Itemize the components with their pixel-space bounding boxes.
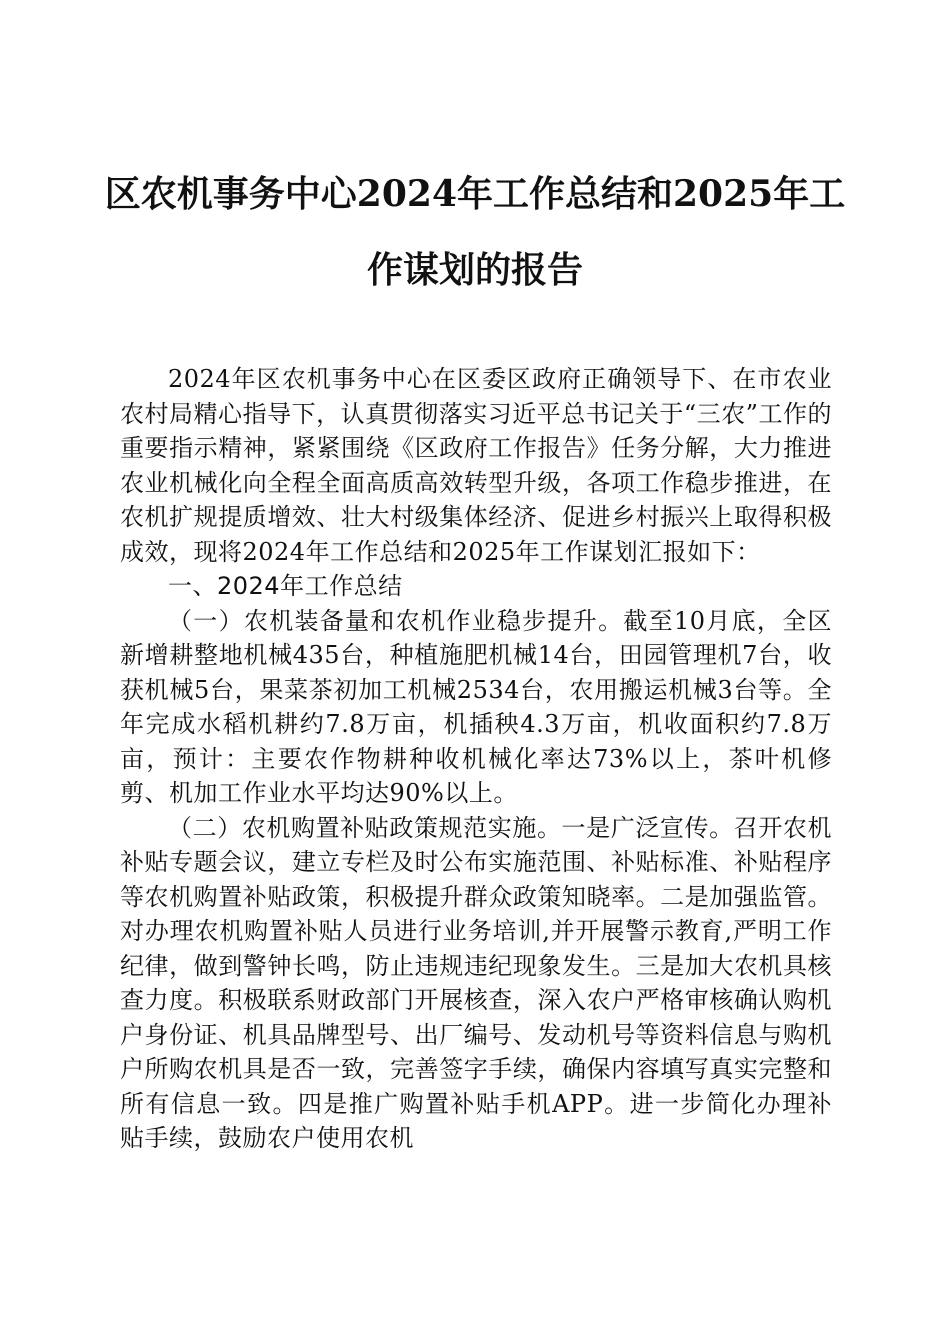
item-paragraph-1 xyxy=(120,604,832,811)
item-paragraph-2 xyxy=(120,811,832,1156)
document-title-line-1: 区农机事务中心2024年工作总结和2025年工 xyxy=(104,173,846,215)
item-2-text: 一是广泛宣传。召开农机补贴专题会议，建立专栏及时公布实施范围、补贴标准、补贴程序等农机购置补贴政策，积极提升群众政策知晓率。二是加强监管。对办理农机购置补贴人员进行业务培训,并开展警示教育,严明工作纪律，做到警钟长鸣，防止违规违纪现象发生。三是加大农机具核查力度。积极联系财政部门开展核查，深入农户严格审核确认购机户身份证、机具品牌型号、出厂编号、发动机号等资料信息与购机户所购农机具是否一致，完善签字手续，确保内容填写真实完整和所有信息一致。四是推广购置补贴手机APP。进一步简化办理补贴手续，鼓励农户使用农机 xyxy=(120,813,833,1152)
item-2-lead: （二）农机购置补贴政策规范实施。 xyxy=(168,813,562,842)
intro-paragraph: 2024年区农机事务中心在区委区政府正确领导下、在市农业农村局精心指导下，认真贯彻落实习近平总书记关于“三农”工作的重要指示精神，紧紧围绕《区政府工作报告》任务分解，大力推进农业机械化向全程全面高质高效转型升级，各项工作稳步推进，在农机扩规提质增效、壮大村级集体经济、促进乡村振兴上取得积极成效，现将2024年工作总结和2025年工作谋划汇报如下： xyxy=(120,365,832,566)
item-1-lead: （一）农机装备量和农机作业稳步提升。 xyxy=(168,606,624,635)
document-body xyxy=(120,362,832,1156)
section-heading: 一、2024年工作总结 xyxy=(168,572,403,600)
document-title-line-2: 作谋划的报告 xyxy=(366,249,583,291)
item-1-text: 截至10月底，全区新增耕整地机械435台，种植施肥机械14台，田园管理机7台，收获机械5台，果菜茶初加工机械2534台，农用搬运机械3台等。全年完成水稻机耕约7.8万亩，机插秧4.3万亩，机收面积约7.8万亩，预计：主要农作物耕种收机械化率达73%以上，茶叶机修剪、机加工作业水平均达90%以上。 xyxy=(120,606,833,807)
